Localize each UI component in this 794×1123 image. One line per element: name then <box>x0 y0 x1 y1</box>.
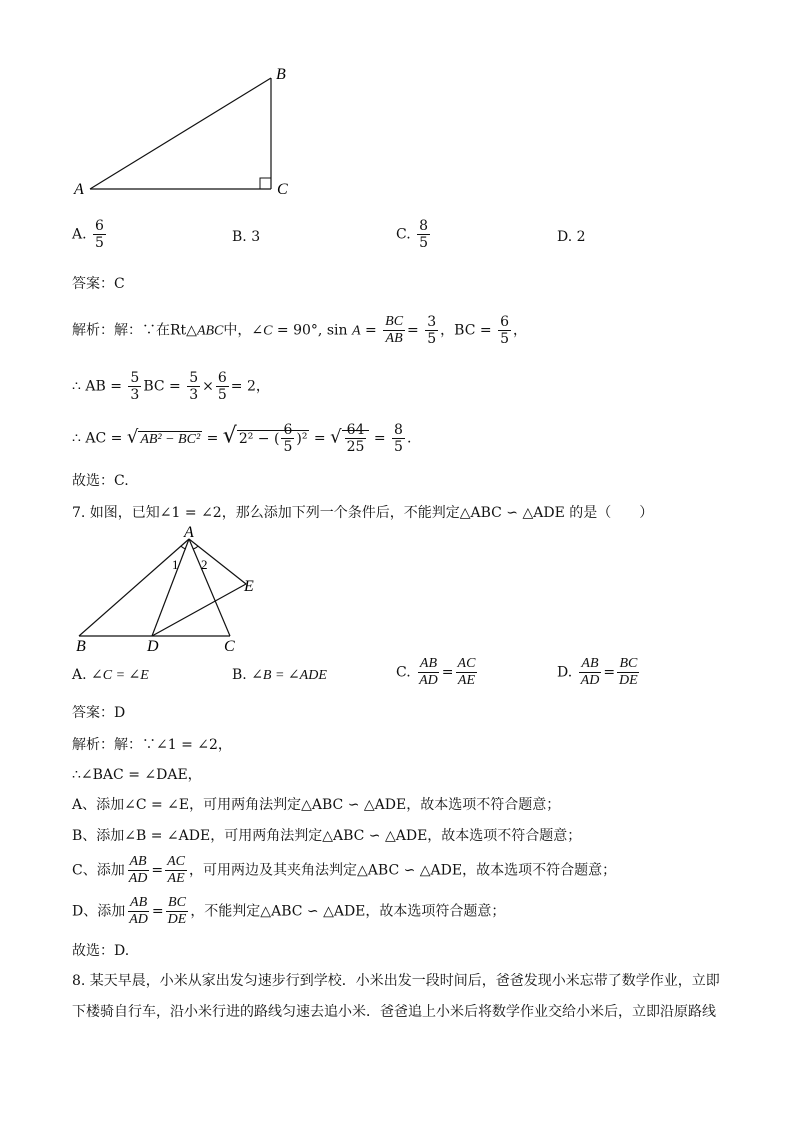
angle-label-1: 1 <box>172 557 179 572</box>
fraction: $\frac{8}{5}$ <box>419 218 429 251</box>
q7-solution-line-6: D、添加 $\frac{AB}{AD}$ = $\frac{BC}{DE}$ ，不能判定△ABC ∽ △ADE，故本选项符合题意； <box>72 895 506 927</box>
q6-solution-line-3: ∴ AC = √ AB² − BC² = √ 2² − ( $\frac{6}{5}$ )² = √ $\frac{64}{25}$ = $\frac{8}{5}$ . <box>72 422 412 455</box>
q8-line-1: 8. 某天早晨，小米从家出发匀速步行到学校．小米出发一段时间后，爸爸发现小米忘带了数学作业，立即 <box>72 973 720 989</box>
q7-solution-line-2: ∴∠BAC = ∠DAE， <box>72 767 202 783</box>
vertex-label-b: B <box>276 66 286 83</box>
q7-answer: 答案：D <box>72 705 126 721</box>
vertex-label-e: E <box>244 578 254 595</box>
q7-option-b: B. ∠B = ∠ADE <box>232 667 327 683</box>
q6-solution-line-1: 解析：解：∵在Rt△ABC中，∠C = 90°, sin A = $\frac{BC}{AB}$ = $\frac{3}{5}$ ，BC = $\frac{6}{5}$ ， <box>72 314 527 347</box>
q7-pick: 故选：D. <box>72 943 130 959</box>
vertex-label-a: A <box>74 181 84 198</box>
sqrt-sign: √ <box>126 426 139 448</box>
vertex-label-c: C <box>277 181 288 198</box>
fraction: $\frac{6}{5}$ <box>95 218 104 251</box>
q6-pick: 故选：C. <box>72 473 129 489</box>
q6-option-d: D. 2 <box>557 229 586 245</box>
vertex-label-c: C <box>224 638 235 655</box>
vertex-label-d: D <box>147 638 159 655</box>
triangle-abc-figure <box>60 60 300 200</box>
q8-line-2: 下楼骑自行车，沿小米行进的路线匀速去追小米．爸爸追上小米后将数学作业交给小米后，立即沿原路线 <box>72 1004 716 1020</box>
q6-option-b: B. 3 <box>232 229 261 245</box>
q7-option-a: A. ∠C = ∠E <box>72 667 149 683</box>
q6-option-c: C. $\frac{8}{5}$ <box>396 218 429 251</box>
q6-answer: 答案：C <box>72 276 125 292</box>
q7-option-d: D. $\frac{AB}{AD}$ = $\frac{BC}{DE}$ <box>557 656 638 688</box>
angle-label-2: 2 <box>201 557 208 572</box>
q6-option-a: A. $\frac{6}{5}$ <box>72 218 104 251</box>
vertex-label-b: B <box>76 638 86 655</box>
q7-solution-line-3: A、添加∠C = ∠E，可用两角法判定△ABC ∽ △ADE，故本选项不符合题意； <box>72 797 561 813</box>
q7-solution-line-5: C、添加 $\frac{AB}{AD}$ = $\frac{AC}{AE}$ ，可用两边及其夹角法判定△ABC ∽ △ADE，故本选项不符合题意； <box>72 854 617 886</box>
q7-solution-line-1: 解析：解：∵∠1 = ∠2， <box>72 737 232 753</box>
triangle-ade-figure <box>60 525 280 655</box>
vertex-label-a: A <box>184 525 194 541</box>
q6-solution-line-2: ∴ AB = $\frac{5}{3}$ BC = $\frac{5}{3}$ × $\frac{6}{5}$ = 2， <box>72 370 270 403</box>
q7-solution-line-4: B、添加∠B = ∠ADE，可用两角法判定△ABC ∽ △ADE，故本选项不符合题意； <box>72 828 582 844</box>
q7-stem: 7. 如图，已知∠1 = ∠2，那么添加下列一个条件后，不能判定△ABC ∽ △ADE 的是（ ） <box>72 505 654 521</box>
q7-option-c: C. $\frac{AB}{AD}$ = $\frac{AC}{AE}$ <box>396 656 476 688</box>
